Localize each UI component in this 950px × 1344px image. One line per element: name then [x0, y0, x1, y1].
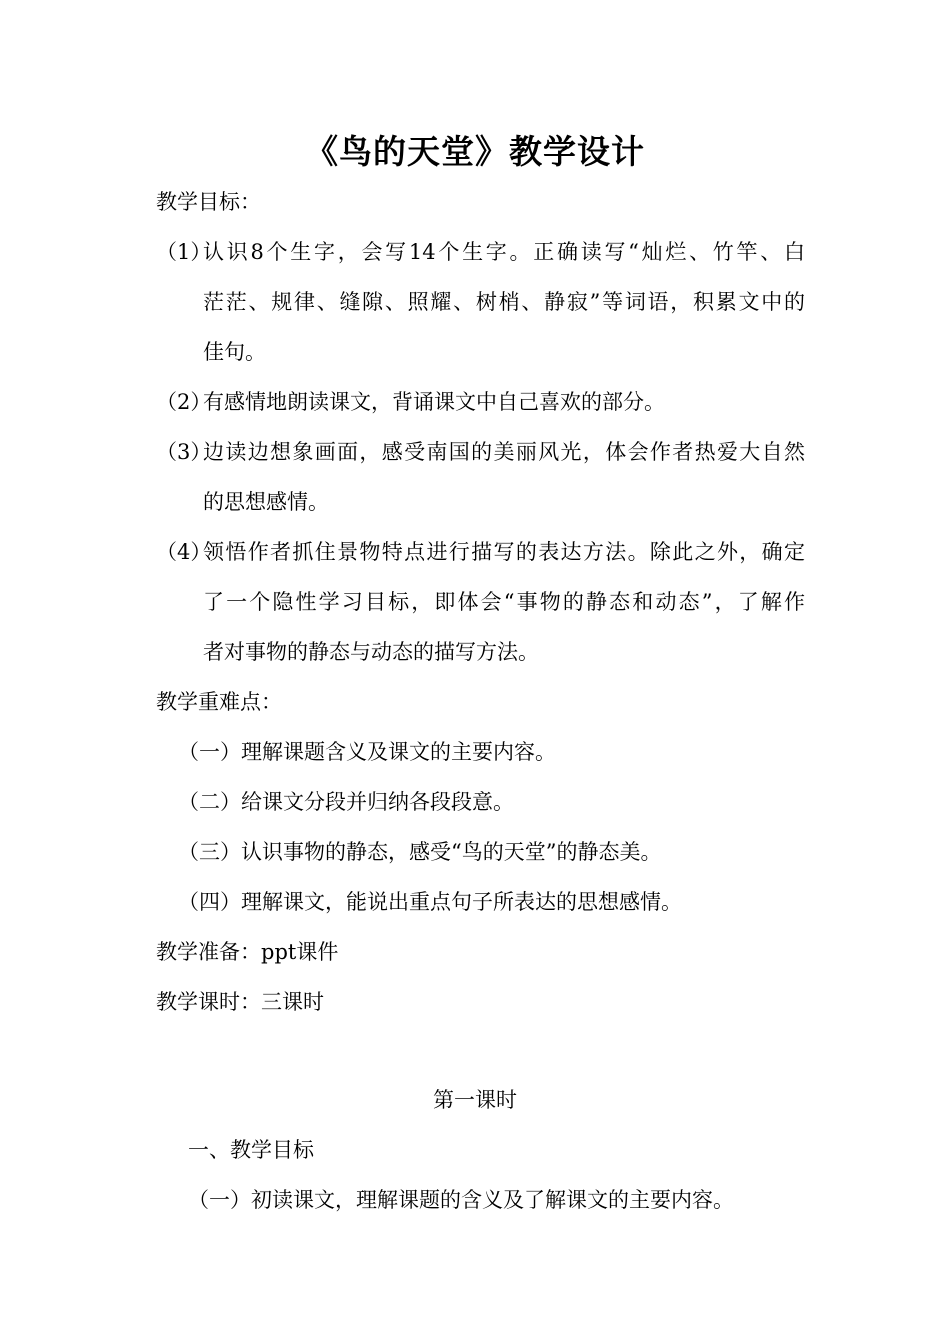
preparation-line: 教学准备：ppt课件 — [156, 940, 339, 964]
document-title: 《鸟的天堂》教学设计 — [305, 132, 645, 171]
key-point-item: （四）理解课文，能说出重点句子所表达的思想感情。 — [178, 890, 682, 914]
key-points-heading: 教学重难点： — [156, 690, 282, 714]
objective-line: 了一个隐性学习目标，即体会“事物的静态和动态”，了解作 — [203, 590, 805, 614]
class-hours-line: 教学课时：三课时 — [156, 990, 324, 1014]
section-heading: 一、教学目标 — [188, 1138, 314, 1162]
objective-line: 领悟作者抓住景物特点进行描写的表达方法。除此之外，确定 — [203, 540, 805, 564]
objective-line: 佳句。 — [203, 340, 266, 364]
objective-line: 者对事物的静态与动态的描写方法。 — [203, 640, 539, 664]
key-point-item: （三）认识事物的静态，感受“鸟的天堂”的静态美。 — [178, 840, 662, 864]
key-point-item: （二）给课文分段并归纳各段段意。 — [178, 790, 514, 814]
section-item: （一）初读课文，理解课题的含义及了解课文的主要内容。 — [188, 1188, 734, 1212]
objective-line: 的思想感情。 — [203, 490, 329, 514]
objective-line: 认识8个生字，会写14个生字。正确读写“灿烂、竹竿、白 — [203, 240, 805, 264]
section-title: 第一课时 — [433, 1088, 517, 1112]
objective-line: 有感情地朗读课文，背诵课文中自己喜欢的部分。 — [203, 390, 665, 414]
objectives-heading: 教学目标： — [156, 190, 261, 214]
objective-number: （4） — [156, 540, 212, 564]
objective-number: （3） — [156, 440, 212, 464]
objective-number: （2） — [156, 390, 212, 414]
key-point-item: （一）理解课题含义及课文的主要内容。 — [178, 740, 556, 764]
objective-number: （1） — [156, 240, 212, 264]
objective-line: 边读边想象画面，感受南国的美丽风光，体会作者热爱大自然 — [203, 440, 805, 464]
objective-line: 茫茫、规律、缝隙、照耀、树梢、静寂”等词语，积累文中的 — [203, 290, 805, 314]
